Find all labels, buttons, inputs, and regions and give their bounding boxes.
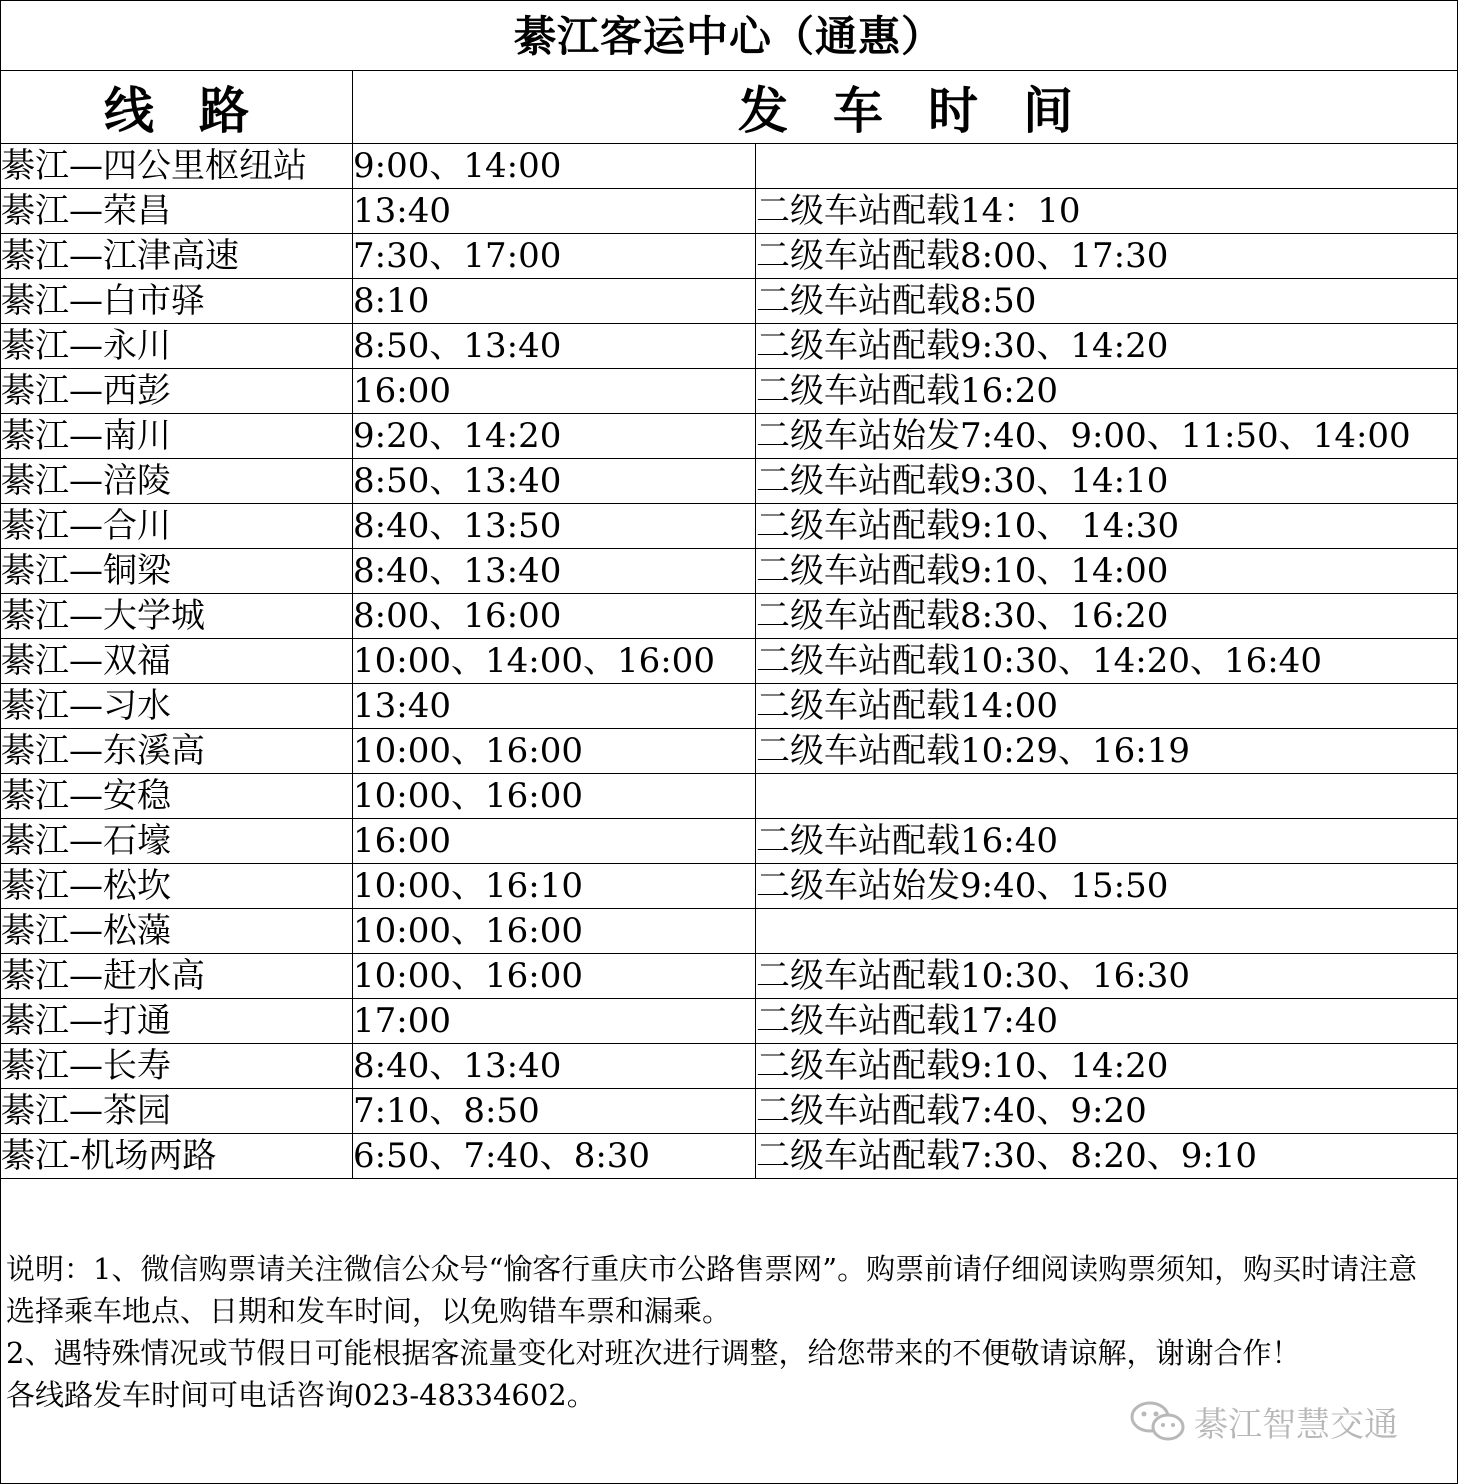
- note-2: 2、遇特殊情况或节假日可能根据客流量变化对班次进行调整，给您带来的不便敬请谅解，谢谢合作！: [6, 1336, 1301, 1370]
- secondary-station-cell: 二级车站配载8:30、16:20: [756, 594, 1458, 639]
- secondary-station-cell: 二级车站配载9:30、14:20: [756, 324, 1458, 369]
- departure-times-cell: 8:00、16:00: [353, 594, 756, 639]
- secondary-station-cell: 二级车站配载16:20: [756, 369, 1458, 414]
- table-row: [1, 189, 1458, 234]
- table-row: [1, 234, 1458, 279]
- route-cell: 綦江—赶水高: [1, 954, 353, 999]
- table-row: [1, 864, 1458, 909]
- route-cell: 綦江—松藻: [1, 909, 353, 954]
- secondary-station-cell: 二级车站配载10:30、16:30: [756, 954, 1458, 999]
- departure-times-cell: 10:00、14:00、16:00: [353, 639, 756, 684]
- route-cell: 綦江—茶园: [1, 1089, 353, 1134]
- secondary-station-cell: [756, 144, 1458, 189]
- secondary-station-cell: 二级车站配载9:30、14:10: [756, 459, 1458, 504]
- schedule-table: [0, 70, 1458, 1179]
- header-row: [1, 71, 1458, 144]
- departure-times-cell: 9:00、14:00: [353, 144, 756, 189]
- departure-column-header: 发车时间: [353, 71, 1458, 144]
- secondary-station-cell: 二级车站配载14：10: [756, 189, 1458, 234]
- secondary-station-cell: 二级车站始发9:40、15:50: [756, 864, 1458, 909]
- route-cell: 綦江—荣昌: [1, 189, 353, 234]
- departure-times-cell: 8:10: [353, 279, 756, 324]
- table-row: [1, 639, 1458, 684]
- watermark-text: 綦江智慧交通: [1194, 1404, 1398, 1445]
- departure-times-cell: 8:50、13:40: [353, 324, 756, 369]
- departure-times-cell: 8:50、13:40: [353, 459, 756, 504]
- route-cell: 綦江—打通: [1, 999, 353, 1044]
- route-cell: 綦江—松坎: [1, 864, 353, 909]
- route-cell: 綦江—铜梁: [1, 549, 353, 594]
- watermark: [1128, 1398, 1398, 1444]
- secondary-station-cell: 二级车站配载16:40: [756, 819, 1458, 864]
- page-title: 綦江客运中心（通惠）: [513, 12, 944, 61]
- secondary-station-cell: 二级车站配载9:10、14:20: [756, 1044, 1458, 1089]
- secondary-station-cell: 二级车站配载10:29、16:19: [756, 729, 1458, 774]
- departure-times-cell: 7:30、17:00: [353, 234, 756, 279]
- secondary-station-cell: 二级车站配载7:40、9:20: [756, 1089, 1458, 1134]
- route-cell: 綦江—西彭: [1, 369, 353, 414]
- table-row: [1, 819, 1458, 864]
- route-cell: 綦江-机场两路: [1, 1134, 353, 1179]
- route-cell: 綦江—四公里枢纽站: [1, 144, 353, 189]
- route-cell: 綦江—江津高速: [1, 234, 353, 279]
- table-row: [1, 909, 1458, 954]
- route-cell: 綦江—大学城: [1, 594, 353, 639]
- table-row: [1, 1134, 1458, 1179]
- route-cell: 綦江—石壕: [1, 819, 353, 864]
- departure-times-cell: 8:40、13:40: [353, 549, 756, 594]
- secondary-station-cell: 二级车站始发7:40、9:00、11:50、14:00: [756, 414, 1458, 459]
- departure-times-cell: 10:00、16:00: [353, 909, 756, 954]
- secondary-station-cell: 二级车站配载9:10、 14:30: [756, 504, 1458, 549]
- secondary-station-cell: 二级车站配载17:40: [756, 999, 1458, 1044]
- route-cell: 綦江—南川: [1, 414, 353, 459]
- table-row: [1, 1044, 1458, 1089]
- route-cell: 綦江—长寿: [1, 1044, 353, 1089]
- route-cell: 綦江—合川: [1, 504, 353, 549]
- secondary-station-cell: [756, 909, 1458, 954]
- secondary-station-cell: 二级车站配载8:50: [756, 279, 1458, 324]
- departure-times-cell: 9:20、14:20: [353, 414, 756, 459]
- table-row: [1, 459, 1458, 504]
- table-row: [1, 279, 1458, 324]
- secondary-station-cell: 二级车站配载14:00: [756, 684, 1458, 729]
- departure-times-cell: 6:50、7:40、8:30: [353, 1134, 756, 1179]
- route-column-header: 线路: [1, 71, 353, 144]
- departure-times-cell: 7:10、8:50: [353, 1089, 756, 1134]
- departure-times-cell: 10:00、16:00: [353, 954, 756, 999]
- schedule-rows: [1, 144, 1458, 1179]
- table-row: [1, 369, 1458, 414]
- note-1: 说明：1、微信购票请关注微信公众号“愉客行重庆市公路售票网”。购票前请仔细阅读购票须知，购买时请注意选择乘车地点、日期和发车时间，以免购错车票和漏乘。: [6, 1252, 1418, 1328]
- table-row: [1, 504, 1458, 549]
- departure-times-cell: 13:40: [353, 189, 756, 234]
- secondary-station-cell: 二级车站配载7:30、8:20、9:10: [756, 1134, 1458, 1179]
- route-cell: 綦江—白市驿: [1, 279, 353, 324]
- route-cell: 綦江—涪陵: [1, 459, 353, 504]
- secondary-station-cell: 二级车站配载8:00、17:30: [756, 234, 1458, 279]
- table-row: [1, 774, 1458, 819]
- table-row: [1, 954, 1458, 999]
- departure-times-cell: 8:40、13:40: [353, 1044, 756, 1089]
- secondary-station-cell: [756, 774, 1458, 819]
- route-cell: 綦江—习水: [1, 684, 353, 729]
- departure-times-cell: 16:00: [353, 369, 756, 414]
- table-row: [1, 144, 1458, 189]
- departure-times-cell: 10:00、16:10: [353, 864, 756, 909]
- notes: [6, 1248, 1446, 1416]
- wechat-icon: [1128, 1398, 1188, 1444]
- note-3: 各线路发车时间可电话咨询023-48334602。: [6, 1378, 596, 1412]
- route-cell: 綦江—双福: [1, 639, 353, 684]
- table-row: [1, 549, 1458, 594]
- secondary-station-cell: 二级车站配载9:10、14:00: [756, 549, 1458, 594]
- secondary-station-cell: 二级车站配载10:30、14:20、16:40: [756, 639, 1458, 684]
- departure-times-cell: 16:00: [353, 819, 756, 864]
- table-row: [1, 684, 1458, 729]
- route-cell: 綦江—东溪高: [1, 729, 353, 774]
- departure-times-cell: 8:40、13:50: [353, 504, 756, 549]
- table-row: [1, 594, 1458, 639]
- route-cell: 綦江—永川: [1, 324, 353, 369]
- table-row: [1, 999, 1458, 1044]
- table-row: [1, 1089, 1458, 1134]
- table-row: [1, 324, 1458, 369]
- departure-times-cell: 17:00: [353, 999, 756, 1044]
- route-cell: 綦江—安稳: [1, 774, 353, 819]
- departure-times-cell: 13:40: [353, 684, 756, 729]
- table-row: [1, 729, 1458, 774]
- departure-times-cell: 10:00、16:00: [353, 729, 756, 774]
- departure-times-cell: 10:00、16:00: [353, 774, 756, 819]
- table-row: [1, 414, 1458, 459]
